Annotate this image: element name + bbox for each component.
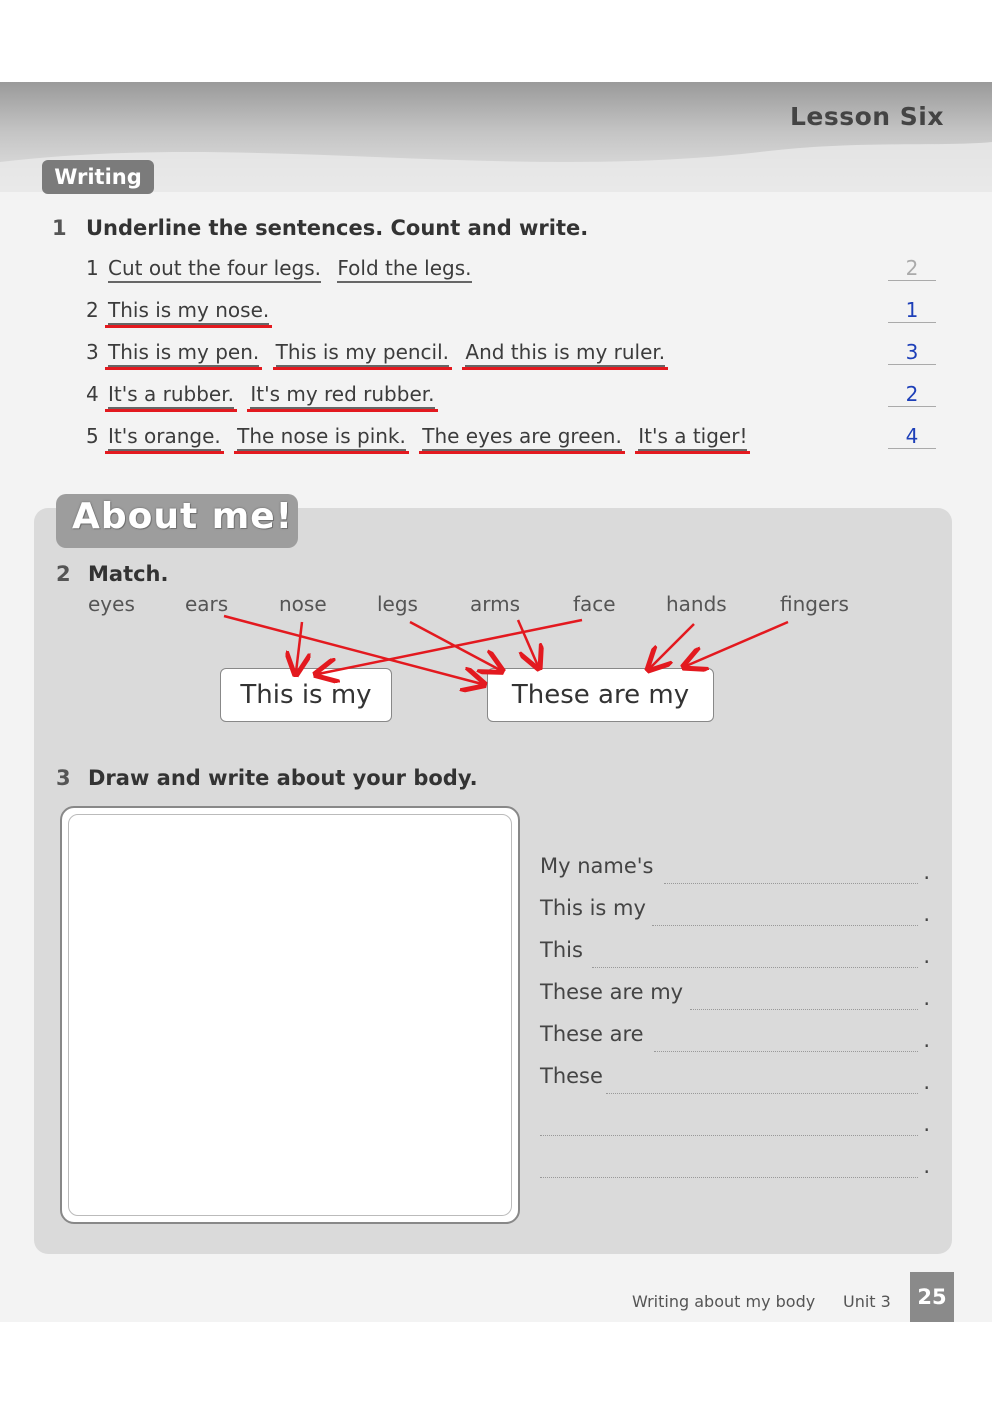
writing-line[interactable]: .	[540, 1104, 930, 1140]
item-number: 3	[86, 340, 99, 364]
sentence-underlined: The eyes are green.	[422, 424, 622, 451]
writing-line[interactable]: These are my .	[540, 980, 930, 1010]
match-box-these-are-my[interactable]: These are my	[487, 668, 714, 722]
match-word[interactable]: legs	[377, 592, 418, 616]
answer-field[interactable]: 3	[888, 340, 936, 365]
exercise-3-instruction: Draw and write about your body.	[88, 766, 478, 790]
match-word[interactable]: hands	[666, 592, 727, 616]
sentence-underlined: It's a tiger!	[638, 424, 747, 451]
match-word[interactable]: ears	[185, 592, 229, 616]
answer-field[interactable]: 2	[888, 382, 936, 407]
footer-unit: Unit 3	[843, 1292, 891, 1311]
sentence-underlined: It's my red rubber.	[250, 382, 434, 409]
item-number: 2	[86, 298, 99, 322]
match-box-this-is-my[interactable]: This is my	[220, 668, 392, 722]
exercise-3-number: 3	[56, 766, 71, 790]
item-number: 1	[86, 256, 99, 280]
footer-topic: Writing about my body	[632, 1292, 816, 1311]
sentence-underlined: And this is my ruler.	[465, 340, 665, 367]
match-word[interactable]: fingers	[780, 592, 849, 616]
match-word[interactable]: nose	[279, 592, 327, 616]
match-word[interactable]: arms	[470, 592, 521, 616]
writing-line[interactable]: .	[540, 1146, 930, 1182]
exercise-1-instruction: Underline the sentences. Count and write.	[86, 216, 589, 240]
answer-field[interactable]: 1	[888, 298, 936, 323]
exercise-1-item	[86, 298, 956, 334]
exercise-1-item	[86, 340, 956, 376]
exercise-2-instruction: Match.	[88, 562, 169, 586]
exercise-1-item	[86, 256, 956, 292]
exercise-1-item	[86, 424, 956, 460]
writing-line[interactable]: This is my .	[540, 896, 930, 926]
sentence-underlined: It's a rubber.	[108, 382, 234, 409]
writing-line[interactable]: My name's .	[540, 854, 930, 884]
exercise-1-item	[86, 382, 956, 418]
answer-field[interactable]: 4	[888, 424, 936, 449]
sentence: Cut out the four legs.	[108, 256, 321, 283]
item-number: 4	[86, 382, 99, 406]
lesson-title: Lesson Six	[789, 102, 944, 131]
item-number: 5	[86, 424, 99, 448]
match-word-list	[0, 592, 992, 632]
sentence: Fold the legs.	[337, 256, 471, 283]
drawing-area[interactable]	[60, 806, 520, 1224]
page-number: 25	[910, 1272, 954, 1322]
match-word[interactable]: face	[573, 592, 616, 616]
exercise-1-number: 1	[52, 216, 67, 240]
workbook-page	[0, 82, 992, 1322]
about-me-title: About me!	[72, 496, 294, 537]
exercise-2-number: 2	[56, 562, 71, 586]
match-word[interactable]: eyes	[88, 592, 135, 616]
sentence-underlined: This is my pencil.	[276, 340, 449, 367]
answer-field[interactable]: 2	[888, 256, 936, 281]
sentence-underlined: It's orange.	[108, 424, 221, 451]
writing-line[interactable]: This .	[540, 938, 930, 968]
sentence-underlined: This is my nose.	[108, 298, 269, 325]
writing-line[interactable]: These are .	[540, 1022, 930, 1052]
sentence-underlined: This is my pen.	[108, 340, 259, 367]
section-tag-writing: Writing	[42, 160, 154, 194]
sentence-underlined: The nose is pink.	[237, 424, 406, 451]
writing-line[interactable]: These .	[540, 1064, 930, 1094]
